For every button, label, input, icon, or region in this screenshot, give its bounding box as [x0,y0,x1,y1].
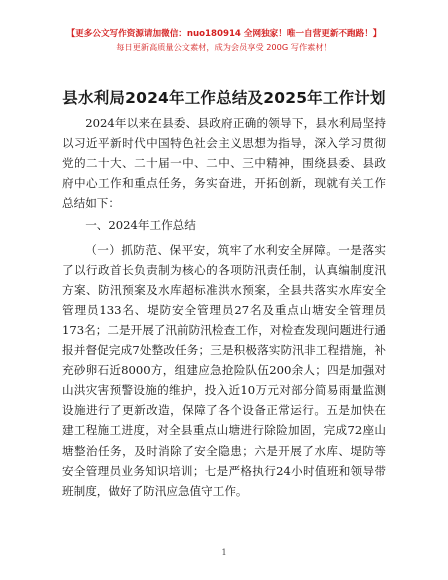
document-title: 县水利局2024年工作总结及2025年工作计划 [62,89,386,107]
intro-paragraph: 2024年以来在县委、县政府正确的领导下，县水利局坚持以习近平新时代中国特色社会主义思想为指导，深入学习贯彻党的二十大、二十届一中、二中、三中精神，围绕县委、县政府中心工作和重点任务，务实奋进，开拓创新，现就有关工作总结如下： [62,116,386,211]
section-paragraph: （一）抓防范、保平安，筑牢了水利安全屏障。一是落实了以行政首长负责制为核心的各项防汛责任制，认真编制度汛方案、防汛预案及水库超标准洪水预案，全县共落实水库安全管理员133名、堤防安全管理员27名及重点山塘安全管理员173名；二是开展了汛前防汛检查工作，对检查发现问题进行通报并督促完成7处整改任务；三是积极落实防汛非工程措施，补充砂卵石近8000方，组建应急抢险队伍200余人；四是加强对山洪灾害预警设施的维护，投入近10万元对部分简易雨量监测设施进行了更新改造，保障了各个设备正常运行。五是加快在建工程施工进度，对全县重点山塘进行除险加固，完成72座山塘整治任务，及时消除了安全隐患；六是开展了水库、堤防等安全管理员业务知识培训；七是严格执行24小时值班和领导带班制度，做好了防汛应急值守工作。 [62,242,386,498]
section-heading: 一、2024年工作总结 [85,218,196,233]
promo-line-2: 每日更新高质量公文素材，成为会员享受 200G 写作素材！ [116,42,332,52]
document-body [62,113,386,501]
promo-line-1: 【更多公文写作资源请加微信：nuo180914 全网独家！唯一自营更新不跑路！】 [66,29,382,39]
page-number: 1 [221,548,227,557]
promo-banner [0,28,448,53]
